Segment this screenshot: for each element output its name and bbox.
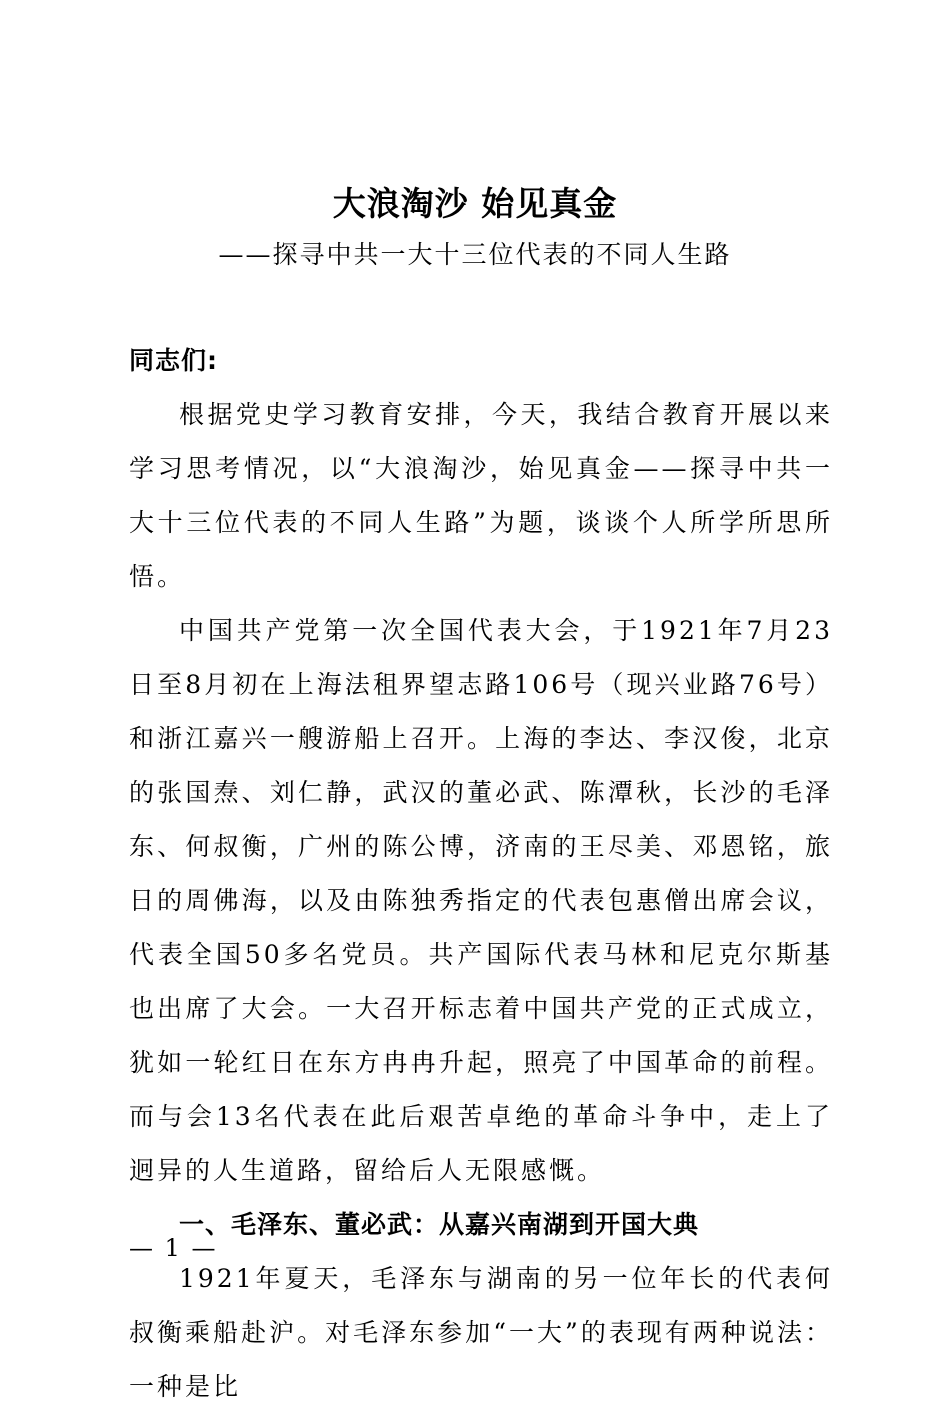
salutation: 同志们: — [129, 346, 218, 375]
paragraph-section-one: 1921年夏天，毛泽东与湖南的另一位年长的代表何叔衡乘船赴沪。对毛泽东参加“一大”的表现有两种说法：一种是比 — [129, 1264, 833, 1401]
page-number: — 1 — — [129, 1234, 218, 1262]
paragraph-intro: 根据党史学习教育安排，今天，我结合教育开展以来学习思考情况，以“大浪淘沙，始见真金——探寻中共一大十三位代表的不同人生路”为题，谈谈个人所学所思所悟。 — [129, 400, 833, 591]
section-heading: 一、毛泽东、董必武：从嘉兴南湖到开国大典 — [179, 1210, 700, 1239]
document-body — [129, 334, 833, 1414]
paragraph-congress: 中国共产党第一次全国代表大会，于1921年7月23日至8月初在上海法租界望志路106号（现兴业路76号）和浙江嘉兴一艘游船上召开。上海的李达、李汉俊，北京的张国焘、刘仁静，武汉的董必武、陈潭秋，长沙的毛泽东、何叔衡，广州的陈公博，济南的王尽美、邓恩铭，旅日的周佛海，以及由陈独秀指定的代表包惠僧出席会议，代表全国50多名党员。共产国际代表马林和尼克尔斯基也出席了大会。一大召开标志着中国共产党的正式成立，犹如一轮红日在东方冉冉升起，照亮了中国革命的前程。而与会13名代表在此后艰苦卓绝的革命斗争中，走上了迥异的人生道路，留给后人无限感慨。 — [129, 616, 833, 1185]
document-subtitle: ——探寻中共一大十三位代表的不同人生路 — [218, 240, 732, 269]
document-title: 大浪淘沙 始见真金 — [332, 184, 618, 223]
